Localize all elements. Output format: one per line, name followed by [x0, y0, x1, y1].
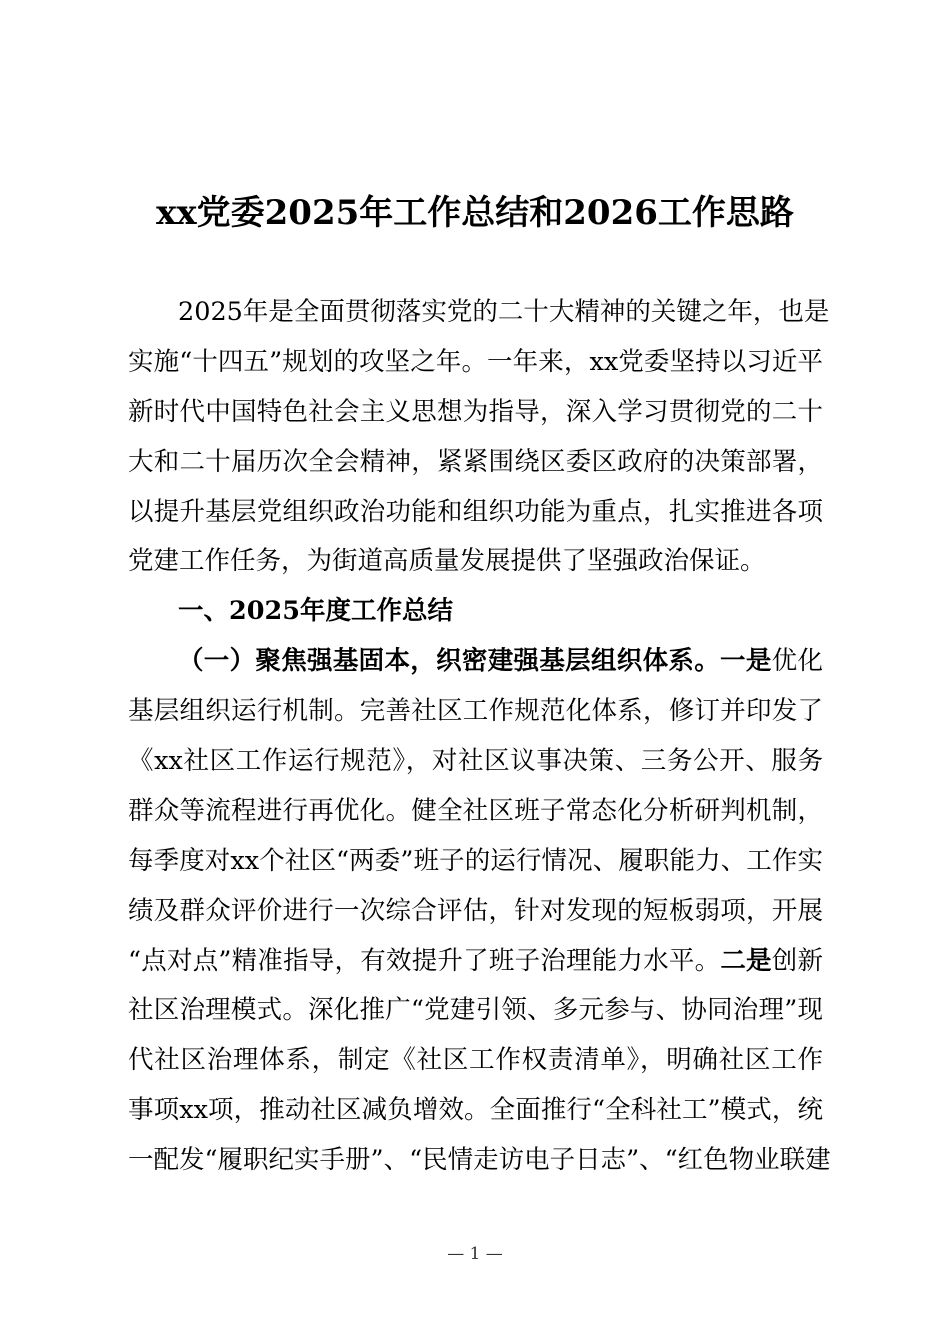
- text-segment: 创新: [771, 945, 823, 976]
- bold-text-segment: （一）聚焦强基固本，织密建强基层组织体系。一是: [178, 646, 772, 677]
- text-segment: 优化: [771, 646, 823, 677]
- text-line: [128, 787, 823, 837]
- text-segment: 大和二十届历次全会精神，紧紧围绕区委区政府的决策部署，: [128, 446, 823, 477]
- text-line: [128, 937, 823, 987]
- text-line: [128, 338, 823, 388]
- text-segment: 2025年是全面贯彻落实党的二十大精神的关键之年，也是: [178, 297, 830, 327]
- text-line: [128, 837, 823, 887]
- page-number: — 1 —: [447, 1244, 503, 1264]
- text-line: [128, 1036, 823, 1086]
- text-line: [128, 1136, 831, 1186]
- text-line: [128, 687, 823, 737]
- document-body: [128, 288, 831, 1186]
- text-line: [128, 1086, 823, 1136]
- text-line: [128, 438, 823, 488]
- text-line: [128, 488, 823, 538]
- text-segment: 社区治理模式。深化推广“党建引领、多元参与、协同治理”现: [128, 995, 823, 1026]
- text-segment: 一配发“履职纪实手册”、“民情走访电子日志”、“红色物业联建: [128, 1145, 831, 1176]
- text-segment: 代社区治理体系，制定《社区工作权责清单》，明确社区工作: [128, 1045, 823, 1076]
- text-segment: “点对点”精准指导，有效提升了班子治理能力水平。: [128, 945, 721, 976]
- text-segment: 事项xx项，推动社区减负增效。全面推行“全科社工”模式，统: [128, 1095, 823, 1126]
- text-segment: 新时代中国特色社会主义思想为指导，深入学习贯彻党的二十: [128, 396, 823, 427]
- bold-text-segment: 一、2025年度工作总结: [178, 596, 453, 627]
- text-line: [128, 637, 823, 687]
- text-line: [128, 587, 823, 637]
- text-segment: 党建工作任务，为街道高质量发展提供了坚强政治保证。: [128, 546, 766, 577]
- text-segment: 实施“十四五”规划的攻坚之年。一年来，xx党委坚持以习近平: [128, 346, 823, 377]
- text-line: [128, 986, 823, 1036]
- text-segment: 每季度对xx个社区“两委”班子的运行情况、履职能力、工作实: [128, 845, 823, 876]
- bold-text-segment: 二是: [720, 945, 772, 976]
- text-line: [128, 887, 823, 937]
- text-line: [128, 288, 830, 338]
- text-segment: 群众等流程进行再优化。健全社区班子常态化分析研判机制，: [128, 795, 823, 826]
- text-line: [128, 537, 823, 587]
- text-segment: 绩及群众评价进行一次综合评估，针对发现的短板弱项，开展: [128, 895, 823, 926]
- text-line: [128, 737, 823, 787]
- text-segment: 《xx社区工作运行规范》，对社区议事决策、三务公开、服务: [128, 746, 823, 777]
- document-title: xx党委2025年工作总结和2026工作思路: [156, 193, 794, 233]
- text-segment: 基层组织运行机制。完善社区工作规范化体系，修订并印发了: [128, 696, 823, 727]
- text-segment: 以提升基层党组织政治功能和组织功能为重点，扎实推进各项: [128, 496, 823, 527]
- text-line: [128, 388, 823, 438]
